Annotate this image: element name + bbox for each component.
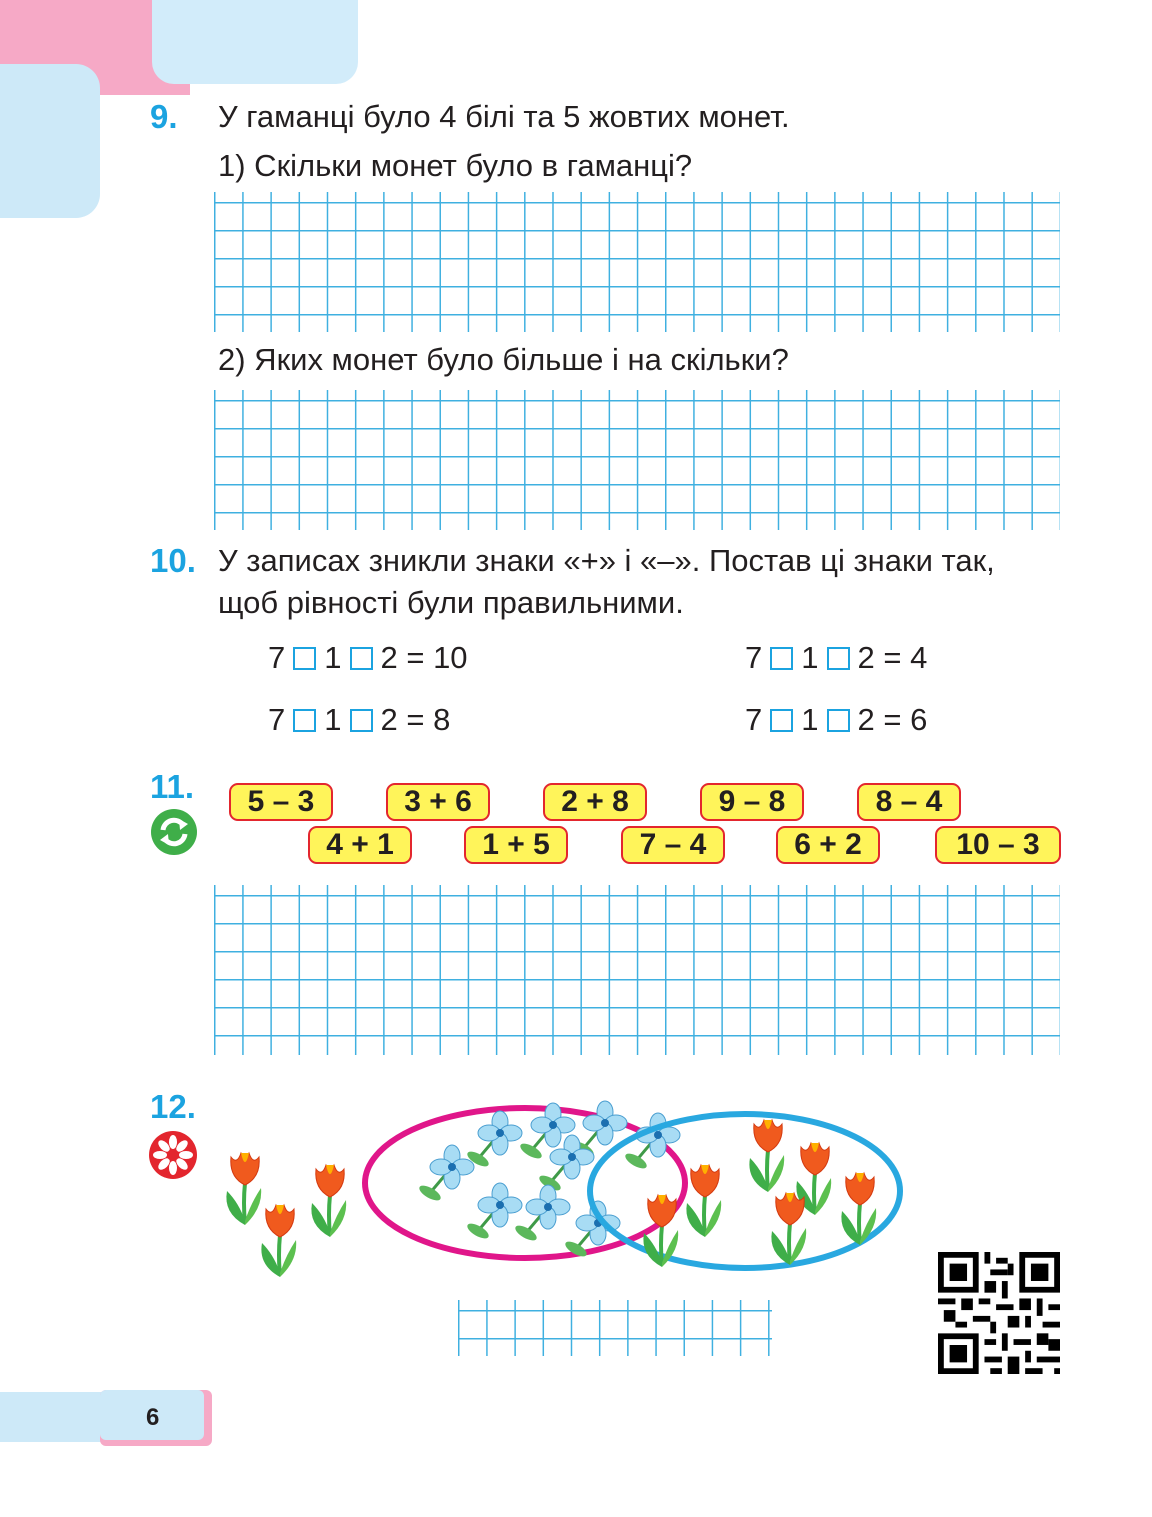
sign-box[interactable]	[293, 647, 316, 670]
expression-badge: 1 + 5	[464, 826, 568, 864]
equation-3: 7 1 2 = 8	[268, 702, 451, 737]
task-9-question-2: 2) Яких монет було більше і на скільки?	[218, 342, 789, 377]
page-footer-decoration	[0, 1390, 212, 1446]
expression-badge: 10 – 3	[935, 826, 1061, 864]
answer-grid-9-2[interactable]	[214, 390, 1060, 530]
equation-1: 7 1 2 = 10	[268, 640, 468, 675]
task-9-question-1: 1) Скільки монет було в гаманці?	[218, 148, 693, 183]
sign-box[interactable]	[350, 709, 373, 732]
sign-box[interactable]	[827, 647, 850, 670]
sign-box[interactable]	[770, 709, 793, 732]
expression-badge: 4 + 1	[308, 826, 412, 864]
task-9-statement: У гаманці було 4 білі та 5 жовтих монет.	[218, 99, 790, 134]
equation-4: 7 1 2 = 6	[745, 702, 928, 737]
task-10-line-1: У записах зникли знаки «+» і «–». Постав ці знаки так,	[218, 543, 995, 578]
task-9-number: 9.	[150, 98, 178, 135]
expression-badge: 9 – 8	[700, 783, 804, 821]
qr-code-icon[interactable]	[938, 1252, 1060, 1374]
answer-grid-12[interactable]	[458, 1300, 772, 1356]
sets-illustration	[210, 1095, 910, 1285]
expression-badge: 3 + 6	[386, 783, 490, 821]
sign-box[interactable]	[350, 647, 373, 670]
page-number: 6	[146, 1404, 160, 1431]
expression-badge: 6 + 2	[776, 826, 880, 864]
answer-grid-11[interactable]	[214, 885, 1060, 1055]
expression-badge: 2 + 8	[543, 783, 647, 821]
equation-2: 7 1 2 = 4	[745, 640, 928, 675]
task-11-number: 11.	[150, 768, 195, 805]
flower-icon	[148, 1130, 198, 1180]
sign-box[interactable]	[770, 647, 793, 670]
sign-box[interactable]	[293, 709, 316, 732]
task-12-number: 12.	[150, 1088, 196, 1125]
task-10-line-2: щоб рівності були правильними.	[218, 585, 684, 620]
expression-badge: 5 – 3	[229, 783, 333, 821]
task-10-number: 10.	[150, 542, 196, 579]
repeat-icon	[150, 808, 198, 856]
sign-box[interactable]	[827, 709, 850, 732]
expression-badge: 8 – 4	[857, 783, 961, 821]
expression-badge: 7 – 4	[621, 826, 725, 864]
answer-grid-9-1[interactable]	[214, 192, 1060, 332]
